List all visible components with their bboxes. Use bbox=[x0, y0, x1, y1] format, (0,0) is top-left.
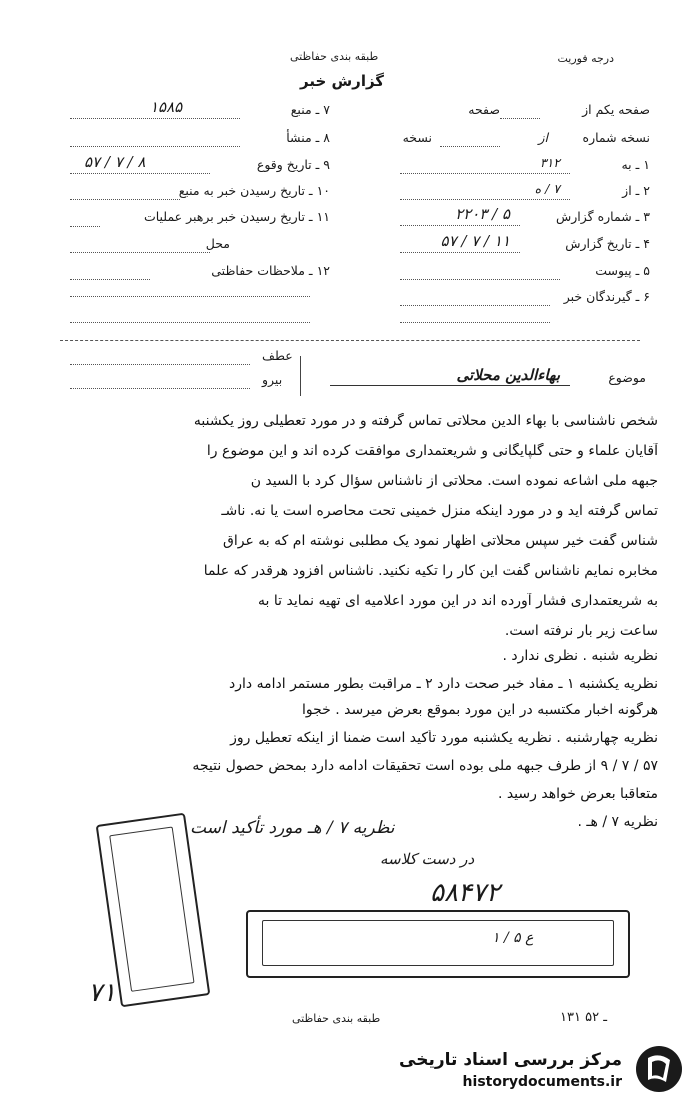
body-line: تماس گرفته اید و در مورد اینکه منزل خمینی تحت محاصره است یا نه. ناشـ bbox=[221, 503, 658, 519]
field-report-date: ۴ ـ تاریخ گزارش bbox=[565, 236, 650, 251]
body-line: متعاقبا بعرض خواهد رسید . bbox=[497, 786, 658, 802]
field-copy: نسخه شماره bbox=[582, 130, 650, 145]
handwritten-note: ع ۵ / ۱ bbox=[492, 930, 534, 946]
handwritten-number: ۵۸۴۷۲ bbox=[430, 878, 500, 908]
divider-line bbox=[60, 340, 640, 341]
body-line: هرگونه اخبار مکتسبه در این مورد بموقع بعرض میرسد . خجوا bbox=[301, 702, 658, 718]
body-line: نظریه شنبه . نظری ندارد . bbox=[502, 648, 658, 664]
body-line: آقایان علماء و حتی گلپایگانی و شریعتمداری موافقت کرده اند و این موضوع را bbox=[206, 443, 658, 459]
subject-divider bbox=[300, 356, 301, 396]
body-line: نظریه ۷ / هـ . bbox=[577, 814, 658, 830]
stamp-box bbox=[246, 910, 630, 978]
field-report-number: ۳ ـ شماره گزارش bbox=[555, 209, 650, 224]
report-title: گزارش خبر bbox=[300, 72, 385, 90]
field-label: صفحه یکم از bbox=[582, 102, 650, 117]
document-code: ۱۳۱ ـ ۵۲ bbox=[560, 1010, 608, 1025]
page-number: ۷۱ bbox=[88, 978, 116, 1008]
field-attachment: ۵ ـ پیوست bbox=[595, 263, 650, 278]
body-line: جبهه ملی اشاعه نموده است. محلاتی از ناشناس سؤال کرد با السید ن bbox=[250, 473, 658, 489]
footer-classification: طبقه بندی حفاظتی bbox=[292, 1012, 381, 1025]
body-line: ۵۷ / ۷ / ۹ از طرف جبهه ملی بوده است تحقیقات ادامه دارد بمحض حصول نتیجه bbox=[192, 758, 658, 774]
field-copy-extra: نسخه bbox=[402, 130, 432, 145]
body-line: نظریه یکشنبه ۱ ـ مفاد خبر صحت دارد ۲ ـ مراقبت بطور مستمر ادامه دارد bbox=[229, 676, 658, 692]
subject-label: موضوع bbox=[608, 370, 646, 385]
handwritten-note: نظریه ۷ / هـ مورد تأکید است bbox=[190, 818, 395, 838]
field-occurrence-date-value: ۵۷ / ۷ / ۸ bbox=[84, 153, 146, 171]
classification-label: طبقه بندی حفاظتی bbox=[290, 50, 379, 63]
reference-biro: بیرو bbox=[262, 372, 283, 387]
field-report-date-value: ۵۷ / ۷ / ۱۱ bbox=[440, 232, 510, 250]
field-from-value: ۷ / ه bbox=[534, 181, 560, 196]
body-line: نظریه چهارشنبه . نظریه یکشنبه مورد تأکید است ضمنا از اینکه تعطیل روز bbox=[230, 730, 658, 746]
field-copy-value: از bbox=[538, 130, 548, 145]
field-page bbox=[582, 102, 650, 117]
field-received-leader: ۱۱ ـ تاریخ رسیدن خبر برهبر عملیات bbox=[143, 209, 330, 224]
brand-url: historydocuments.ir bbox=[462, 1074, 622, 1090]
body-line: ساعت زیر بار نرفته است. bbox=[504, 623, 658, 639]
body-line: شخص ناشناسی با بهاء الدین محلاتی تماس گرفته و در مورد تعطیلی روز یکشنبه bbox=[193, 413, 658, 429]
field-recipients: ۶ ـ گیرندگان خبر bbox=[563, 289, 650, 304]
body-line: به شریعتمداری فشار آورده اند در این مورد اعلامیه ای تهیه نماید تا به bbox=[258, 593, 658, 609]
body-line: شناس گفت خیر سپس محلاتی اظهار نمود یک مطلبی نوشته ام که به عراق bbox=[223, 533, 658, 549]
handwritten-note: در دست کلاسه bbox=[380, 850, 475, 868]
field-page-value: صفحه bbox=[468, 102, 500, 117]
field-report-number-value: ۲۲۰۳ / ۵ bbox=[455, 205, 510, 223]
field-to-value: ۳۱۲ bbox=[539, 155, 560, 170]
brand-logo bbox=[636, 1046, 682, 1092]
body-line: مخابره نمایم ناشناس گفت این کار را تکیه نکنید. ناشناس افزود هرقدر که علما bbox=[203, 563, 658, 579]
subject-value: بهاءالدین محلاتی bbox=[456, 366, 560, 384]
degree-label: درجه فوریت bbox=[557, 52, 614, 65]
field-source: ۷ ـ منبع bbox=[290, 102, 330, 117]
field-origin: ۸ ـ منشأ bbox=[286, 130, 330, 145]
field-location: محل bbox=[205, 236, 230, 251]
field-security-notes: ۱۲ ـ ملاحظات حفاظتی bbox=[211, 263, 330, 278]
field-to: ۱ ـ به bbox=[621, 157, 650, 172]
field-occurrence-date: ۹ ـ تاریخ وقوع bbox=[256, 157, 330, 172]
field-source-value: ۱۵۸۵ bbox=[150, 98, 183, 116]
brand-name: مرکز بررسی اسناد تاریخی bbox=[399, 1050, 622, 1070]
field-from: ۲ ـ از bbox=[622, 183, 650, 198]
field-received-source: ۱۰ ـ تاریخ رسیدن خبر به منبع bbox=[178, 183, 330, 198]
reference-atf: عطف bbox=[262, 348, 293, 363]
subject-underline bbox=[330, 385, 570, 386]
